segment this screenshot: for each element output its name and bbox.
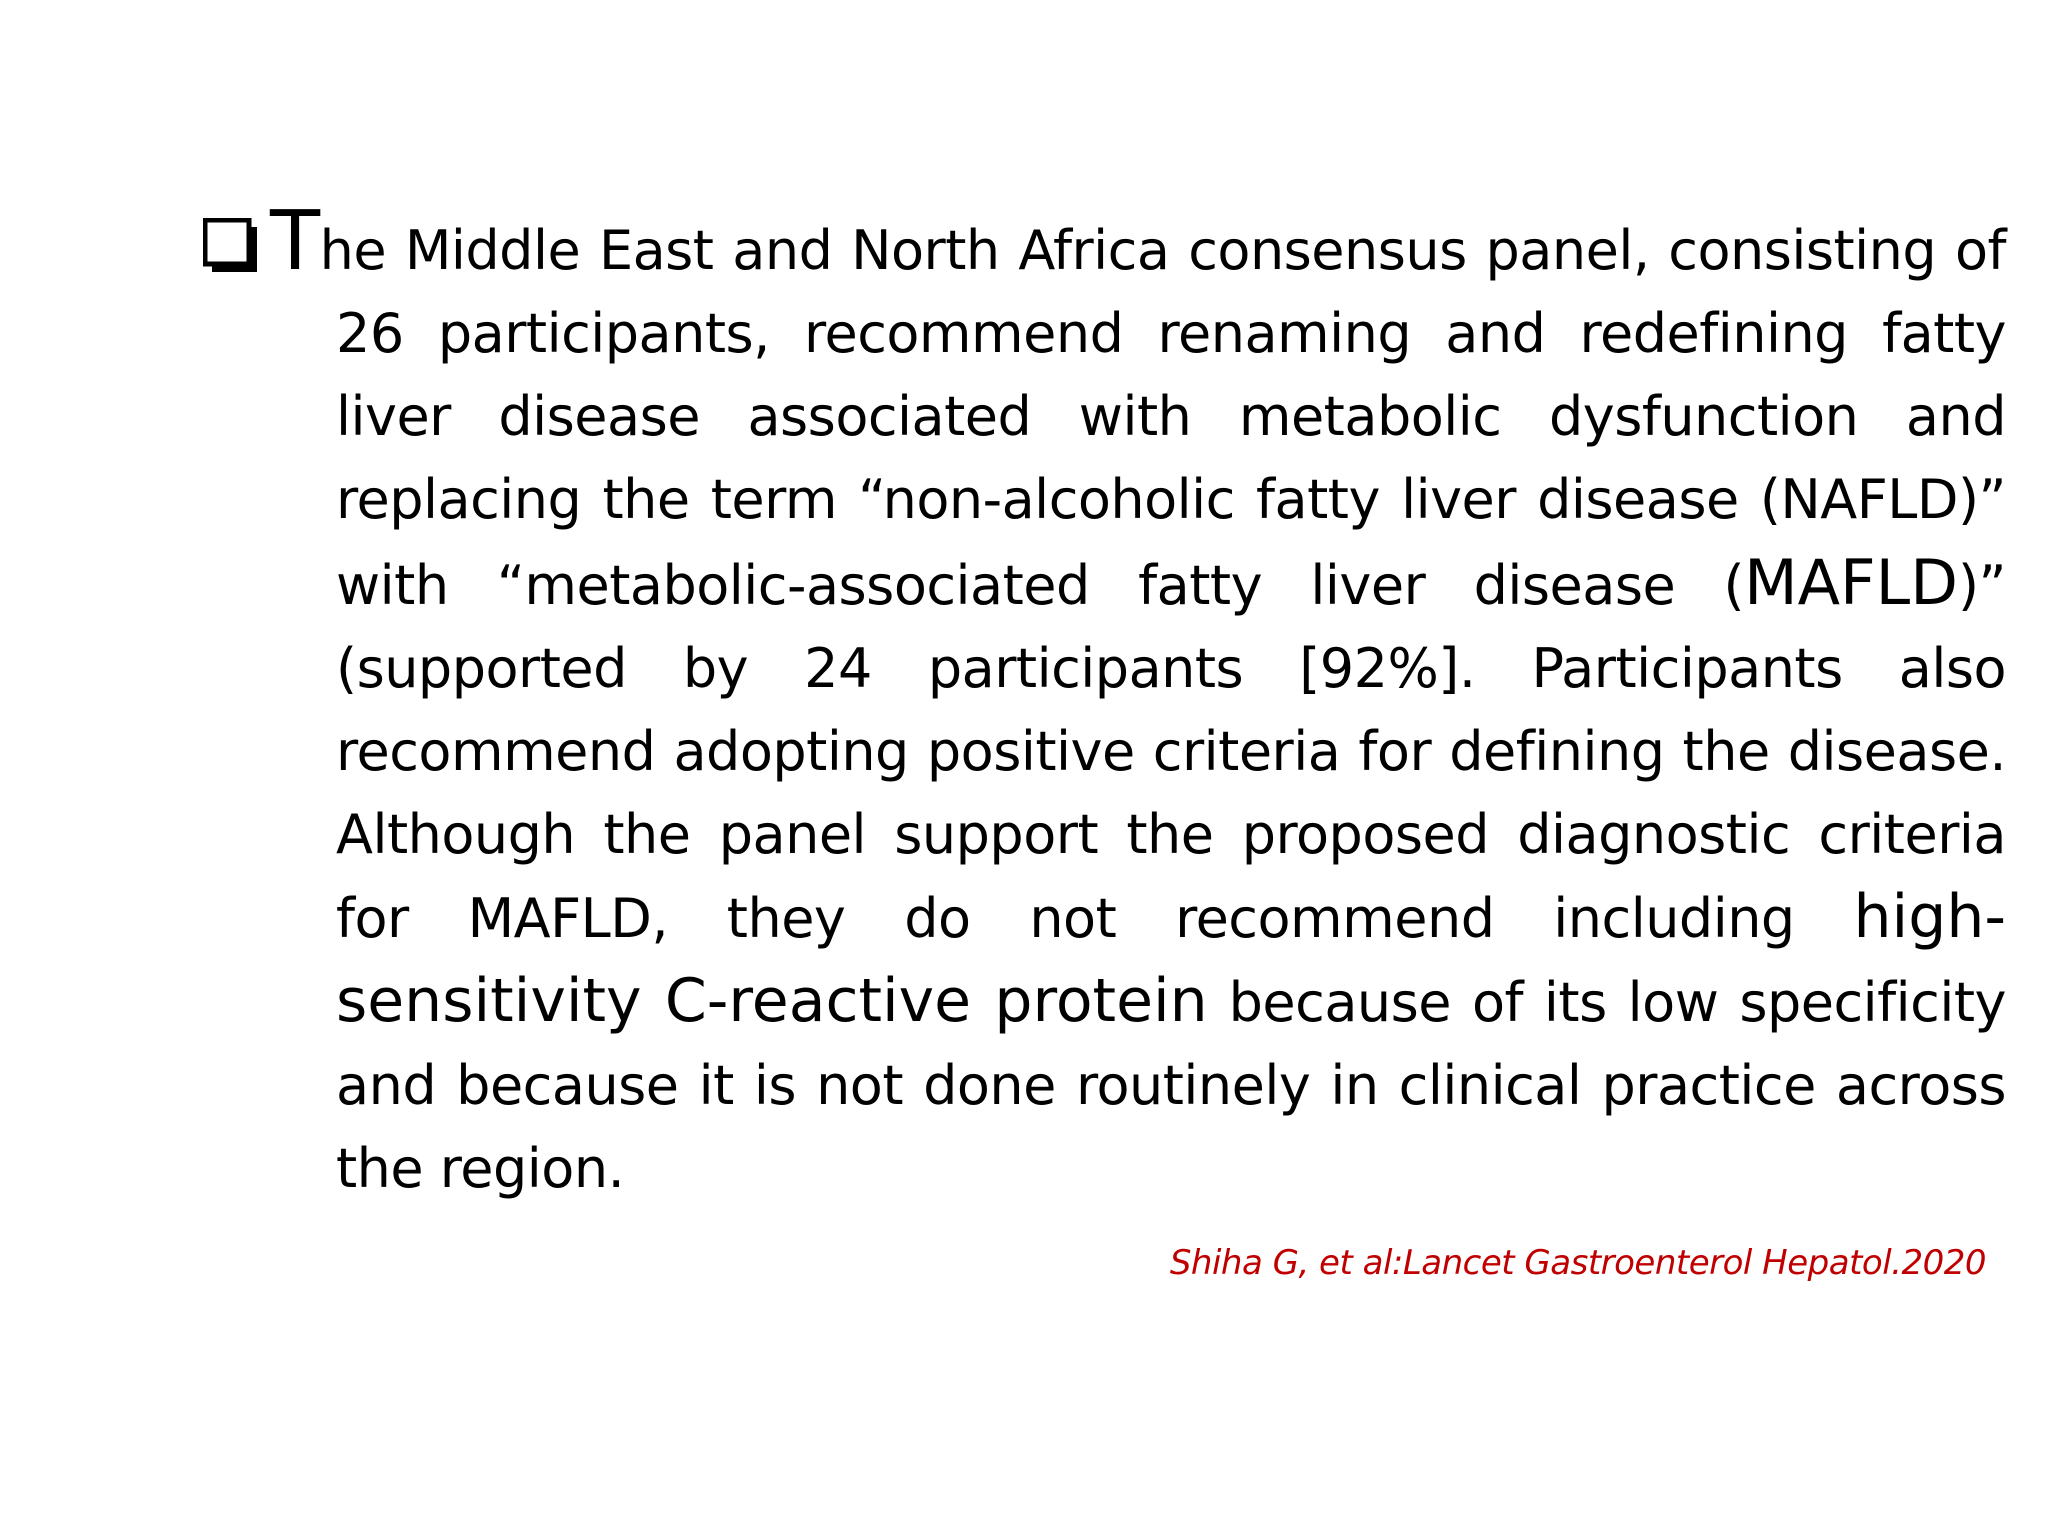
checkbox-square-icon bbox=[203, 218, 259, 274]
mafld-emphasis: MAFLD bbox=[1744, 546, 1958, 619]
body-text-part-3: because of its low specificity and because it is not done routinely in clinical practice across the region. bbox=[336, 971, 2006, 1200]
body-text-part-2: )” (supported by 24 participants [92%]. Participants also recommend adopting positive criteria for defining the disease. Although the panel support the proposed diagnostic criteria for MAFLD, they do not recommend including bbox=[336, 554, 2006, 950]
drop-cap-letter: T bbox=[270, 194, 320, 289]
body-text-part-1: he Middle East and North Africa consensus panel, consisting of 26 participants, recommend renaming and redefining fatty liver disease associated with metabolic dysfunction and replacing the term “non-alcoholic fatty liver disease (NAFLD)” with “metabolic-associated fatty liver disease ( bbox=[319, 219, 2006, 617]
crp-emphasis: high-sensitivity C-reactive protein bbox=[336, 882, 2006, 1036]
body-text bbox=[270, 194, 2006, 1210]
citation: Shiha G, et al:Lancet Gastroenterol Hepatol.2020 bbox=[1169, 1243, 1986, 1283]
